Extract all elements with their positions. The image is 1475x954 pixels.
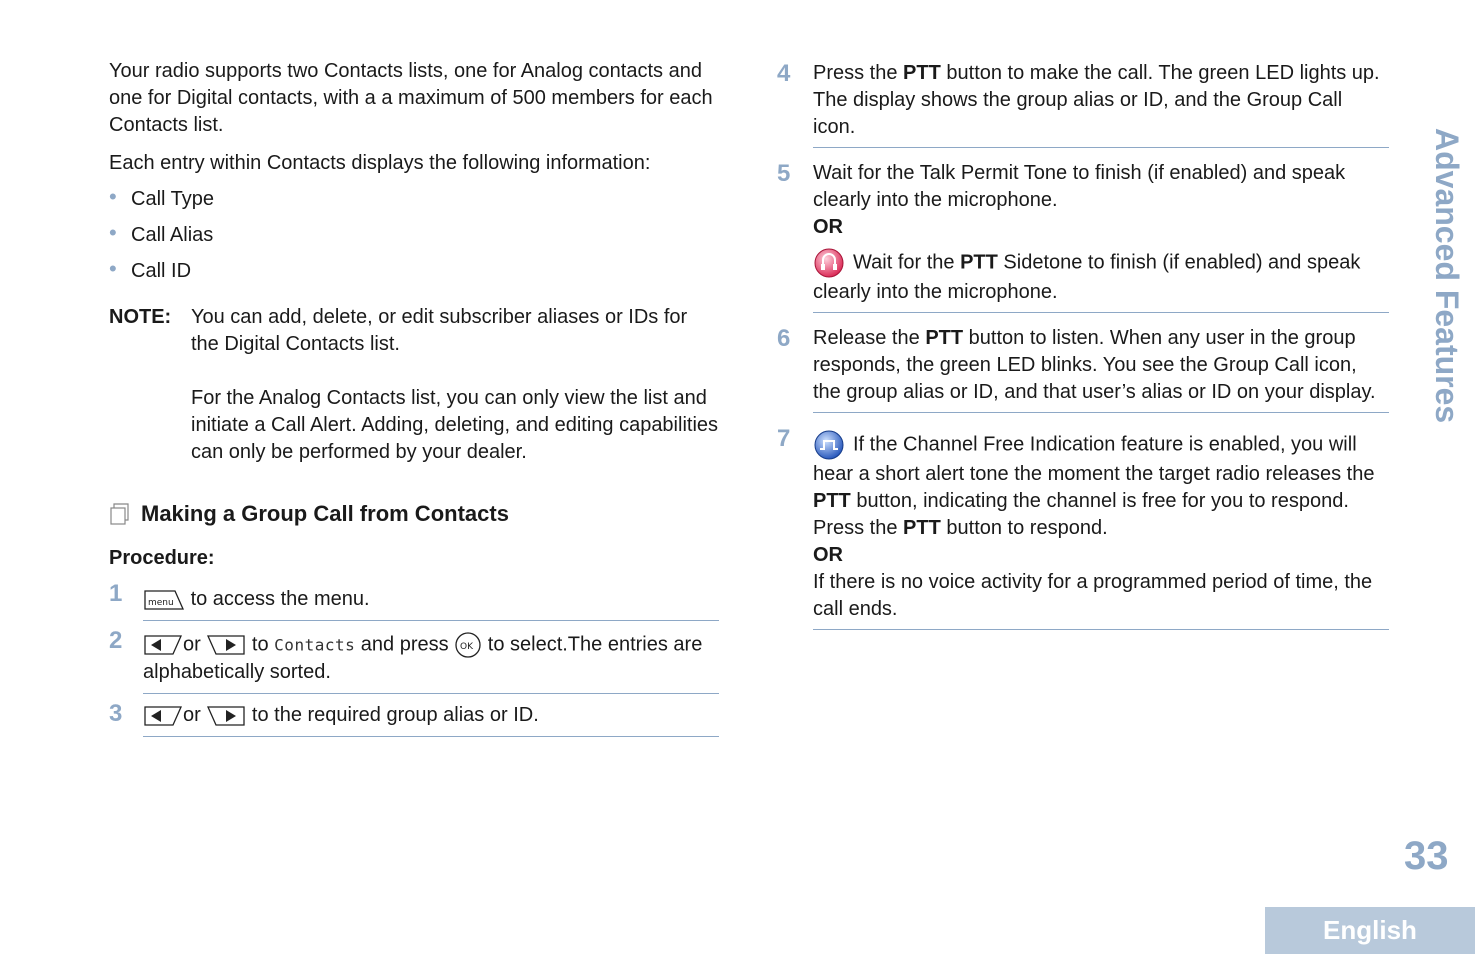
right-arrow-key-icon	[206, 633, 246, 657]
procedure-label: Procedure:	[109, 547, 215, 569]
svg-text:OK: OK	[460, 642, 474, 652]
bullet-icon: •	[109, 220, 117, 245]
or-label: OR	[813, 216, 843, 238]
step-number: 4	[777, 60, 791, 87]
section-side-tab: Advanced Features	[1429, 128, 1465, 424]
svg-text:menu: menu	[148, 597, 174, 608]
step-number: 1	[109, 580, 123, 607]
note-text: For the Analog Contacts list, you can only view the list and initiate a Call Alert. Adding, deleting, and editing capabilities can only be performed by your dealer.	[191, 387, 719, 463]
display-text: Contacts	[274, 635, 356, 655]
ptt-sidetone-icon	[813, 247, 845, 279]
list-item: • Call ID	[109, 253, 719, 289]
step-6: 6 Release the PTT button to listen. When any user in the group responds, the green LED blinks. You see the Group Call icon, the group alias or ID, and that user’s alias or ID on your display.	[777, 325, 1389, 413]
bullet-icon: •	[109, 184, 117, 209]
note-block	[109, 304, 719, 466]
note-body	[191, 304, 719, 466]
right-arrow-key-icon	[206, 704, 246, 728]
left-column	[109, 58, 719, 737]
info-list	[109, 181, 719, 289]
step-number: 5	[777, 160, 791, 187]
note-label: NOTE:	[109, 306, 172, 328]
step-3: 3 or to the required group alias or ID.	[109, 694, 719, 737]
step-7: 7 If the Channel Free Indication feature is enabled, you will hear a short alert tone the moment the target radio releases the PTT button, indicating the channel is free for you to respond. Press the PTT button to respond. OR If there is no voice activity for a programmed period of time, the call ends.	[777, 425, 1389, 630]
menu-key-icon	[143, 588, 185, 612]
step-4: 4 Press the PTT button to make the call. The green LED lights up. The display shows the group alias or ID, and the Group Call icon.	[777, 60, 1389, 148]
or-label: OR	[813, 544, 843, 566]
step-1: 1 menu to access the menu.	[109, 580, 719, 621]
step-number: 2	[109, 627, 123, 654]
bullet-icon: •	[109, 256, 117, 281]
list-item: • Call Alias	[109, 217, 719, 253]
step-number: 3	[109, 700, 123, 727]
left-arrow-key-icon	[143, 704, 183, 728]
step-2: 2 or to Contacts and press OK to select.The entries are alphabetically sorted.	[109, 621, 719, 694]
left-arrow-key-icon	[143, 633, 183, 657]
step-5: 5 Wait for the Talk Permit Tone to finish (if enabled) and speak clearly into the microphone. OR Wait for the PTT Sidetone to finish (if enabled) and speak clearly into the microphone.	[777, 160, 1389, 313]
feature-icon	[109, 502, 131, 526]
language-tab: English	[1265, 907, 1475, 954]
intro-paragraph: Your radio supports two Contacts lists, one for Analog contacts and one for Digital contacts, with a a maximum of 500 members for each Contacts list.	[109, 60, 713, 136]
ok-key-icon	[454, 631, 482, 659]
channel-free-icon	[813, 429, 845, 461]
list-item: • Call Type	[109, 181, 719, 217]
intro-paragraph-2: Each entry within Contacts displays the following information:	[109, 152, 651, 174]
section-heading: Making a Group Call from Contacts	[109, 500, 719, 527]
note-text: You can add, delete, or edit subscriber aliases or IDs for the Digital Contacts list.	[191, 306, 688, 355]
step-number: 7	[777, 425, 791, 452]
right-column	[777, 60, 1389, 642]
page-number: 33	[1404, 834, 1449, 878]
procedure-steps	[109, 580, 719, 737]
step-number: 6	[777, 325, 791, 352]
